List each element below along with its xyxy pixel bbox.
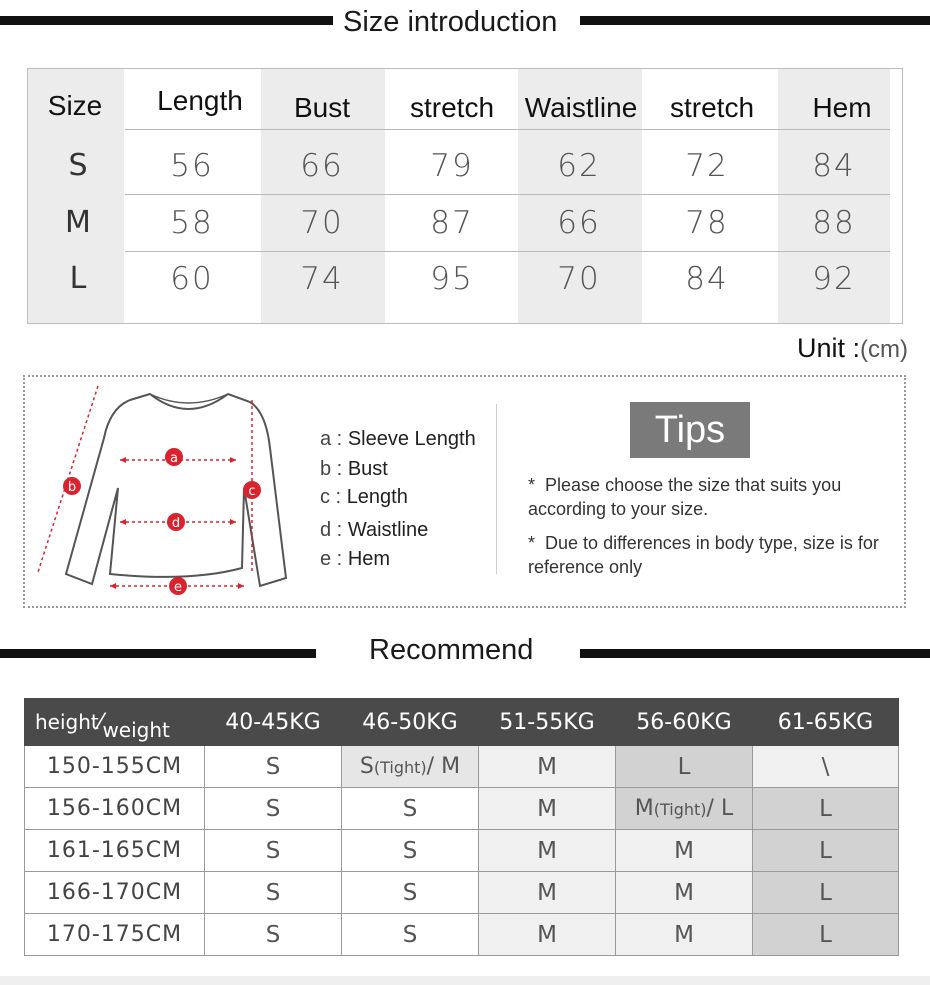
size-label: S <box>68 148 88 183</box>
legend-label: Hem <box>347 548 391 570</box>
size-cell: S <box>342 872 479 914</box>
marker-b <box>63 477 81 495</box>
tight-rest: / M <box>426 754 461 779</box>
size-cell: M <box>616 914 753 956</box>
tip-2 <box>528 531 898 579</box>
tight-main: S <box>359 754 374 779</box>
height-cell: 161-165CM <box>25 830 205 872</box>
col-header-stretch-2: stretch <box>669 92 755 123</box>
size-cell: S <box>342 788 479 830</box>
col-header-stretch-1: stretch <box>409 92 495 123</box>
weight-header: 46-50KG <box>342 699 479 746</box>
col-header-bust: Bust <box>293 92 351 123</box>
size-cell: M <box>479 746 616 788</box>
size-cell: S <box>342 914 479 956</box>
size-value: 84 <box>812 148 856 184</box>
size-cell: S <box>205 788 342 830</box>
col-header-hem: Hem <box>812 92 872 123</box>
marker-a <box>165 448 183 466</box>
legend-key: a : <box>320 428 343 450</box>
size-value: 72 <box>685 148 729 184</box>
size-value: 62 <box>557 148 601 184</box>
row-divider-2 <box>125 251 890 252</box>
legend-key: e : <box>320 548 343 570</box>
size-value: 70 <box>300 205 344 241</box>
size-cell: M <box>479 914 616 956</box>
tight-note: (Tight) <box>373 758 427 777</box>
size-label: M <box>65 205 91 240</box>
unit-value: (cm) <box>860 336 908 363</box>
size-cell: L <box>753 788 899 830</box>
recommend-bar-left <box>0 649 316 658</box>
height-cell: 170-175CM <box>25 914 205 956</box>
recommend-header-row <box>25 699 899 746</box>
svg-text:c: c <box>248 484 256 499</box>
svg-text:e: e <box>174 580 182 595</box>
weight-header: 40-45KG <box>205 699 342 746</box>
size-value: 87 <box>430 205 474 241</box>
size-value: 95 <box>430 261 474 297</box>
size-label: L <box>69 261 87 296</box>
size-intro-title: Size introduction <box>343 6 558 38</box>
legend-length <box>320 486 408 509</box>
size-cell-tight <box>616 788 753 830</box>
tight-rest: / L <box>706 796 734 821</box>
size-cell: M <box>479 830 616 872</box>
size-cell: M <box>479 788 616 830</box>
size-cell: S <box>342 830 479 872</box>
table-row <box>25 746 899 788</box>
tips-heading: Tips <box>630 402 750 458</box>
title-bar-left <box>0 16 333 25</box>
marker-c <box>243 481 261 499</box>
table-row <box>25 914 899 956</box>
tip-1 <box>528 473 898 521</box>
height-cell: 166-170CM <box>25 872 205 914</box>
tip-star: * <box>528 533 536 553</box>
marker-e <box>169 577 187 595</box>
weight-header: 51-55KG <box>479 699 616 746</box>
size-value: 60 <box>170 261 214 297</box>
col-header-length: Length <box>157 85 243 116</box>
unit-label: Unit : <box>796 333 861 363</box>
legend-label: Waistline <box>347 519 429 541</box>
col-header-size: Size <box>47 90 103 121</box>
size-value: 88 <box>812 205 856 241</box>
size-cell-tight <box>342 746 479 788</box>
diagram-divider <box>496 404 497 574</box>
legend-key: d : <box>320 519 343 541</box>
legend-key: b : <box>320 458 343 480</box>
legend-label: Sleeve Length <box>347 428 476 450</box>
corner-weight: weight <box>102 717 170 742</box>
size-value: 66 <box>300 148 344 184</box>
height-cell: 150-155CM <box>25 746 205 788</box>
size-cell: S <box>205 914 342 956</box>
height-cell: 156-160CM <box>25 788 205 830</box>
size-cell: L <box>753 914 899 956</box>
size-value: 74 <box>300 261 344 297</box>
size-cell: M <box>616 830 753 872</box>
legend-bust <box>320 458 388 481</box>
size-value: 56 <box>170 148 214 184</box>
size-cell: M <box>479 872 616 914</box>
col-header-waistline: Waistline <box>524 92 638 123</box>
tip-text: Due to differences in body type, size is for reference only <box>528 533 879 577</box>
unit-note <box>797 333 908 364</box>
legend-label: Bust <box>347 458 388 480</box>
tight-note: (Tight) <box>653 800 707 819</box>
weight-header: 56-60KG <box>616 699 753 746</box>
size-value: 84 <box>685 261 729 297</box>
size-cell: S <box>205 746 342 788</box>
garment-diagram <box>30 378 305 600</box>
size-value: 79 <box>430 148 474 184</box>
bottom-strip <box>0 976 930 985</box>
legend-label: Length <box>346 486 408 508</box>
svg-text:b: b <box>67 480 77 495</box>
legend-sleeve-length <box>320 428 476 451</box>
size-cell: L <box>753 830 899 872</box>
header-divider <box>125 129 890 130</box>
size-value: 70 <box>557 261 601 297</box>
legend-hem <box>320 548 390 571</box>
size-cell: S <box>205 872 342 914</box>
title-bar-right <box>580 16 930 25</box>
table-row <box>25 788 899 830</box>
tip-text: Please choose the size that suits you according to your size. <box>528 475 842 519</box>
table-row <box>25 830 899 872</box>
size-value: 58 <box>170 205 214 241</box>
recommend-title: Recommend <box>369 634 534 666</box>
marker-d <box>167 513 185 531</box>
tip-star: * <box>528 475 536 495</box>
corner-header: height⁄weight <box>25 699 205 746</box>
table-row <box>25 872 899 914</box>
size-cell: L <box>616 746 753 788</box>
size-cell: \ <box>753 746 899 788</box>
size-cell: L <box>753 872 899 914</box>
size-value: 92 <box>812 261 856 297</box>
svg-text:d: d <box>171 516 181 531</box>
size-value: 66 <box>557 205 601 241</box>
row-divider-1 <box>125 194 890 195</box>
size-value: 78 <box>685 205 729 241</box>
recommend-table <box>24 698 899 956</box>
size-cell: S <box>205 830 342 872</box>
weight-header: 61-65KG <box>753 699 899 746</box>
tight-main: M <box>634 796 654 821</box>
size-cell: M <box>616 872 753 914</box>
corner-height: height <box>35 709 99 734</box>
legend-key: c : <box>320 486 342 508</box>
svg-text:a: a <box>170 451 178 466</box>
legend-waistline <box>320 519 428 542</box>
recommend-bar-right <box>580 649 930 658</box>
